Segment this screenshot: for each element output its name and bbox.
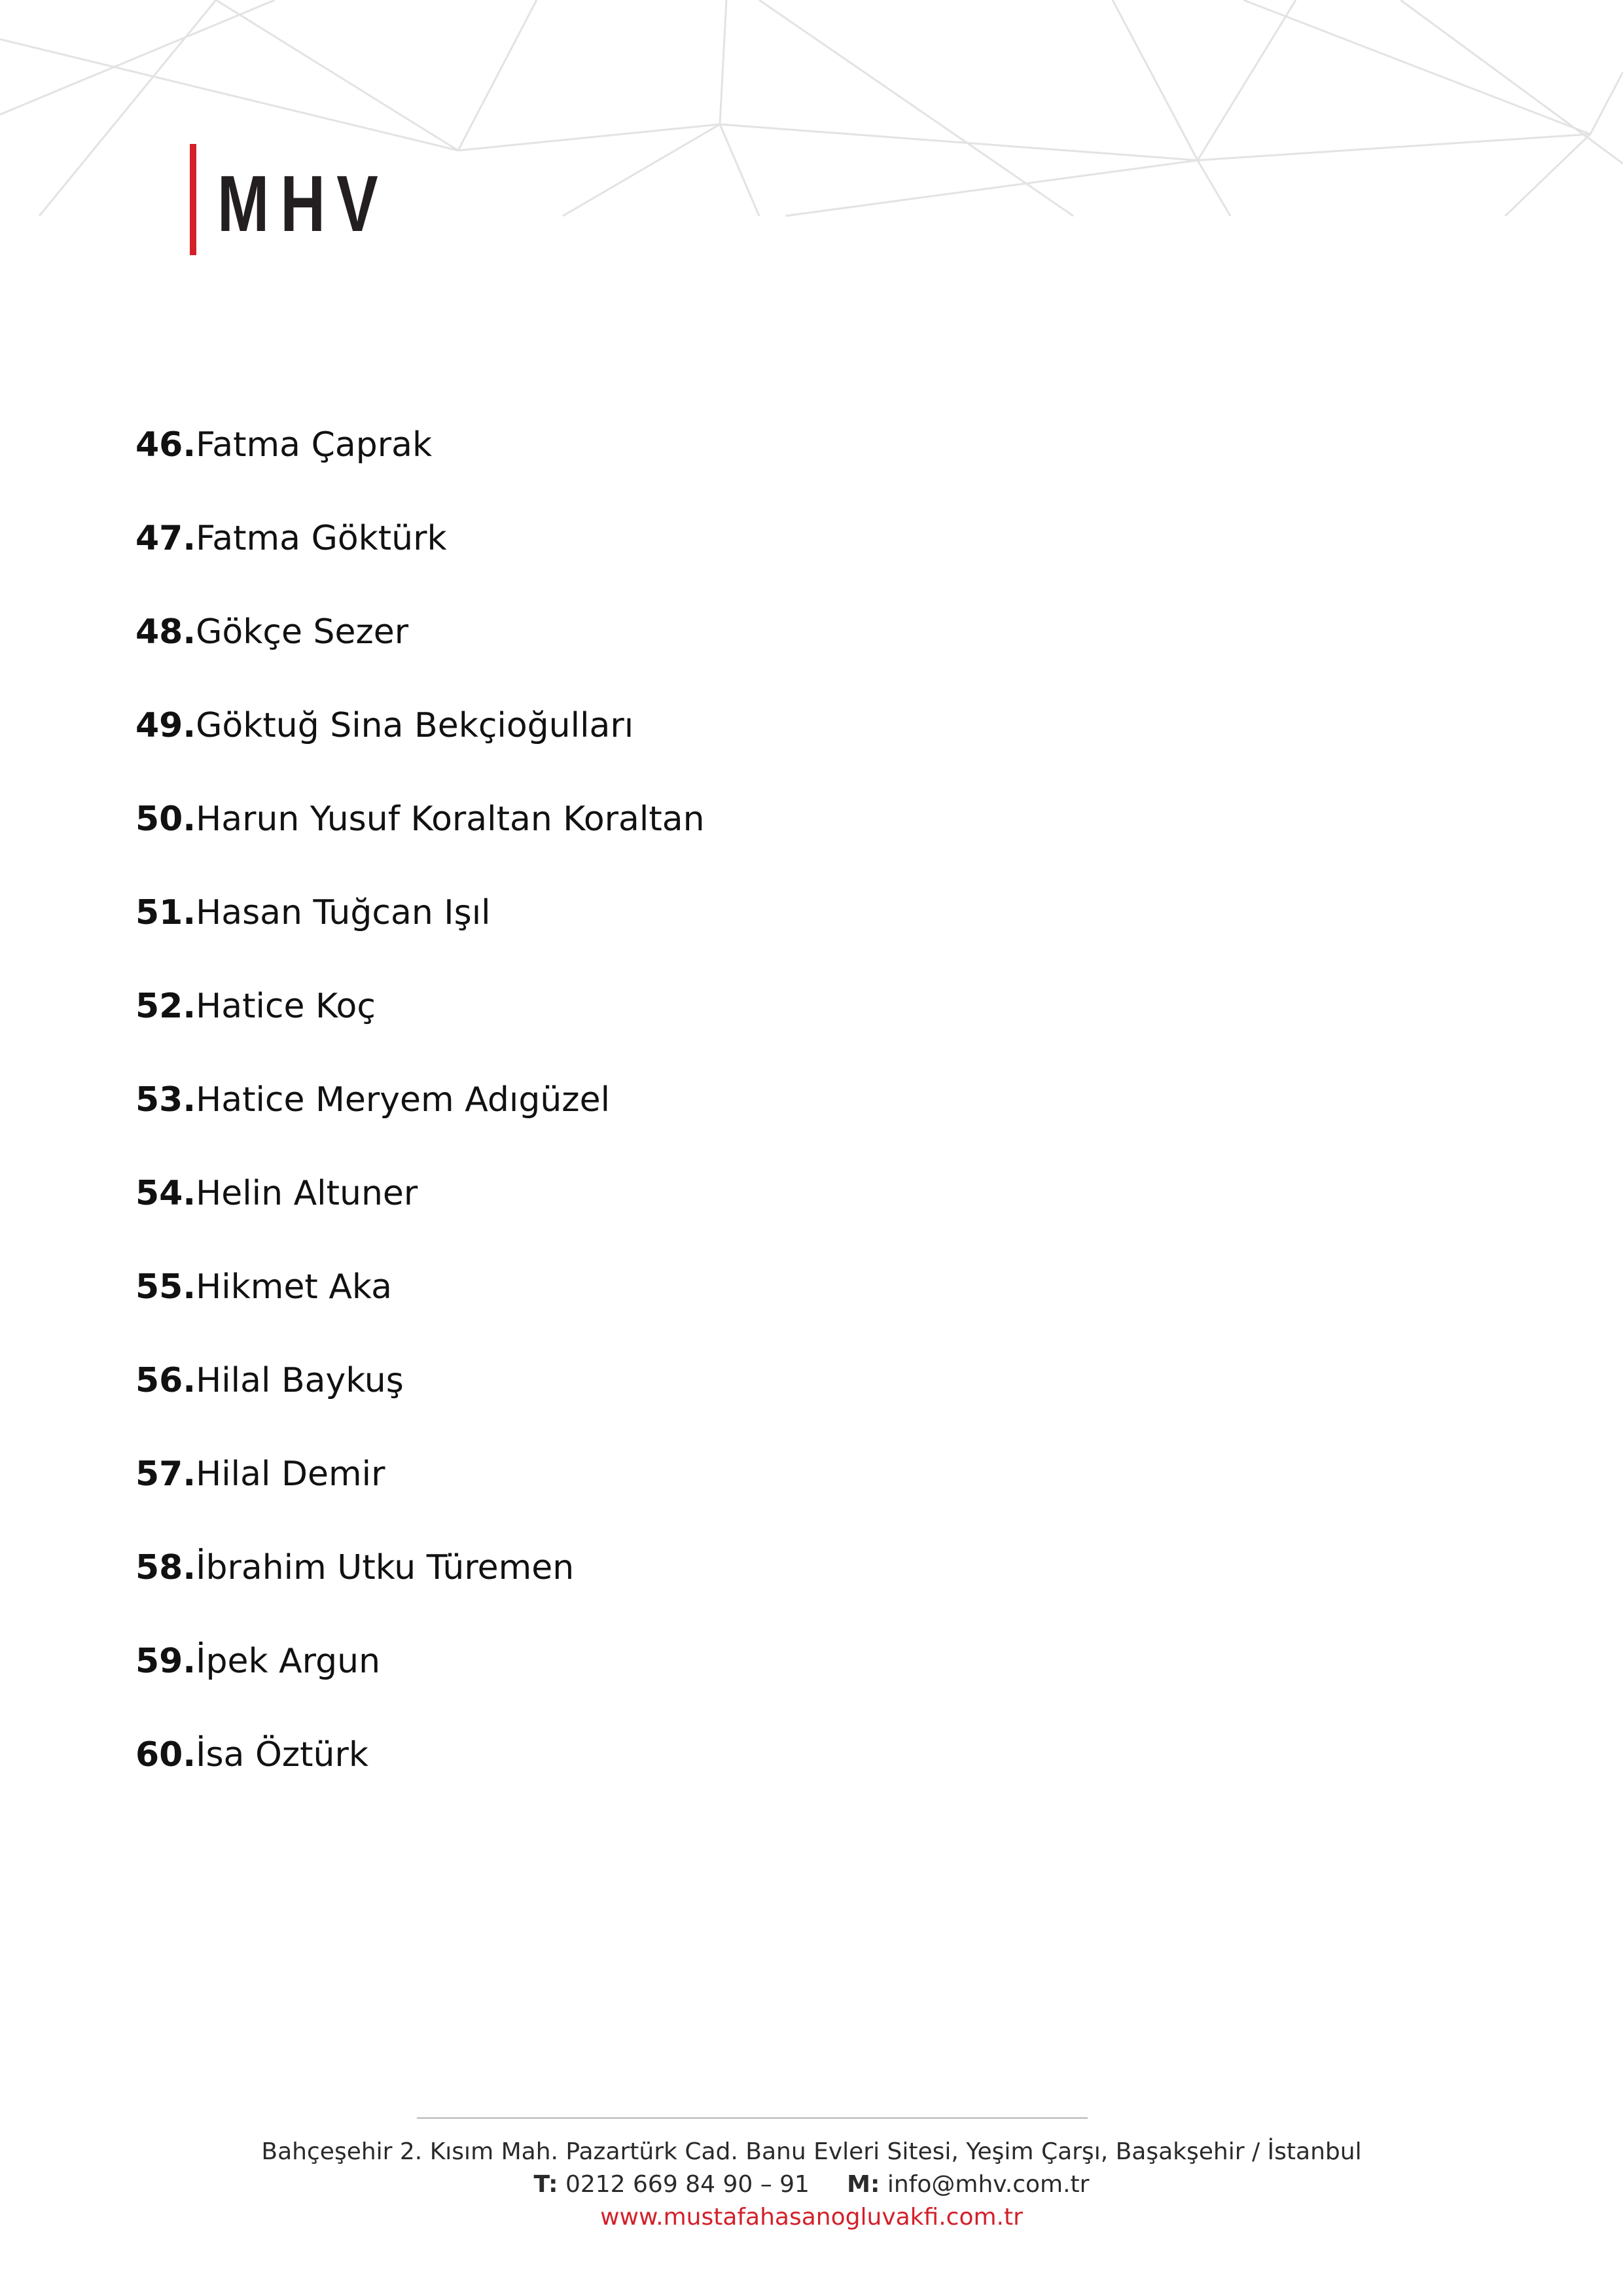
list-item-name: Hilal Demir (196, 1455, 385, 1494)
list-item-name: Gökçe Sezer (196, 612, 409, 652)
phone-number: 0212 669 84 90 – 91 (565, 2171, 810, 2198)
list-item-number: 46. (135, 425, 196, 465)
mail-label: M: (847, 2171, 880, 2198)
list-item (135, 1167, 705, 1261)
list-item (135, 1635, 705, 1729)
list-item-name: Helin Altuner (196, 1174, 418, 1213)
list-item-name: Fatma Çaprak (196, 425, 433, 465)
list-item (135, 1354, 705, 1448)
footer-divider (417, 2117, 1088, 2119)
list-item-name: Hatice Koç (196, 987, 376, 1026)
list-item-number: 54. (135, 1174, 196, 1213)
list-item-number: 56. (135, 1361, 196, 1400)
list-item-number: 51. (135, 893, 196, 932)
list-item-name: Hilal Baykuş (196, 1361, 404, 1400)
list-item-name: Fatma Göktürk (196, 519, 447, 558)
footer-address: Bahçeşehir 2. Kısım Mah. Pazartürk Cad. Banu Evleri Sitesi, Yeşim Çarşı, Başakşehir / İstanbul (261, 2138, 1362, 2165)
logo-red-bar (190, 144, 196, 255)
list-item (135, 793, 705, 887)
list-item (135, 980, 705, 1074)
list-item-number: 58. (135, 1548, 196, 1587)
list-item-name: Göktuğ Sina Bekçioğulları (196, 706, 634, 745)
list-item (135, 699, 705, 793)
mail-address: info@mhv.com.tr (887, 2171, 1090, 2198)
list-item (135, 1448, 705, 1542)
list-item-number: 49. (135, 706, 196, 745)
phone-label: T: (533, 2171, 558, 2198)
footer-website: www.mustafahasanogluvakfi.com.tr (600, 2204, 1023, 2231)
list-item-name: İpek Argun (196, 1642, 381, 1681)
list-item-name: İsa Öztürk (196, 1735, 369, 1775)
list-item (135, 1261, 705, 1354)
mhv-logo (190, 144, 406, 255)
list-item-number: 57. (135, 1455, 196, 1494)
list-item-name: Hatice Meryem Adıgüzel (196, 1080, 611, 1120)
list-item-number: 47. (135, 519, 196, 558)
list-item-number: 59. (135, 1642, 196, 1681)
list-item-number: 53. (135, 1080, 196, 1120)
list-item (135, 606, 705, 699)
list-item (135, 1542, 705, 1635)
list-item (135, 419, 705, 512)
list-item-name: Hikmet Aka (196, 1267, 392, 1307)
list-item-name: Harun Yusuf Koraltan Koraltan (196, 800, 705, 839)
list-item (135, 887, 705, 980)
footer-contact (0, 2171, 1623, 2198)
list-item-name: İbrahim Utku Türemen (196, 1548, 575, 1587)
list-item-number: 50. (135, 800, 196, 839)
list-item-number: 60. (135, 1735, 196, 1775)
list-item-number: 52. (135, 987, 196, 1026)
list-item (135, 512, 705, 606)
list-item (135, 1074, 705, 1167)
logo-text: MHV (217, 159, 389, 248)
list-item-name: Hasan Tuğcan Işıl (196, 893, 491, 932)
name-list (135, 419, 705, 1822)
list-item-number: 55. (135, 1267, 196, 1307)
list-item (135, 1729, 705, 1822)
list-item-number: 48. (135, 612, 196, 652)
